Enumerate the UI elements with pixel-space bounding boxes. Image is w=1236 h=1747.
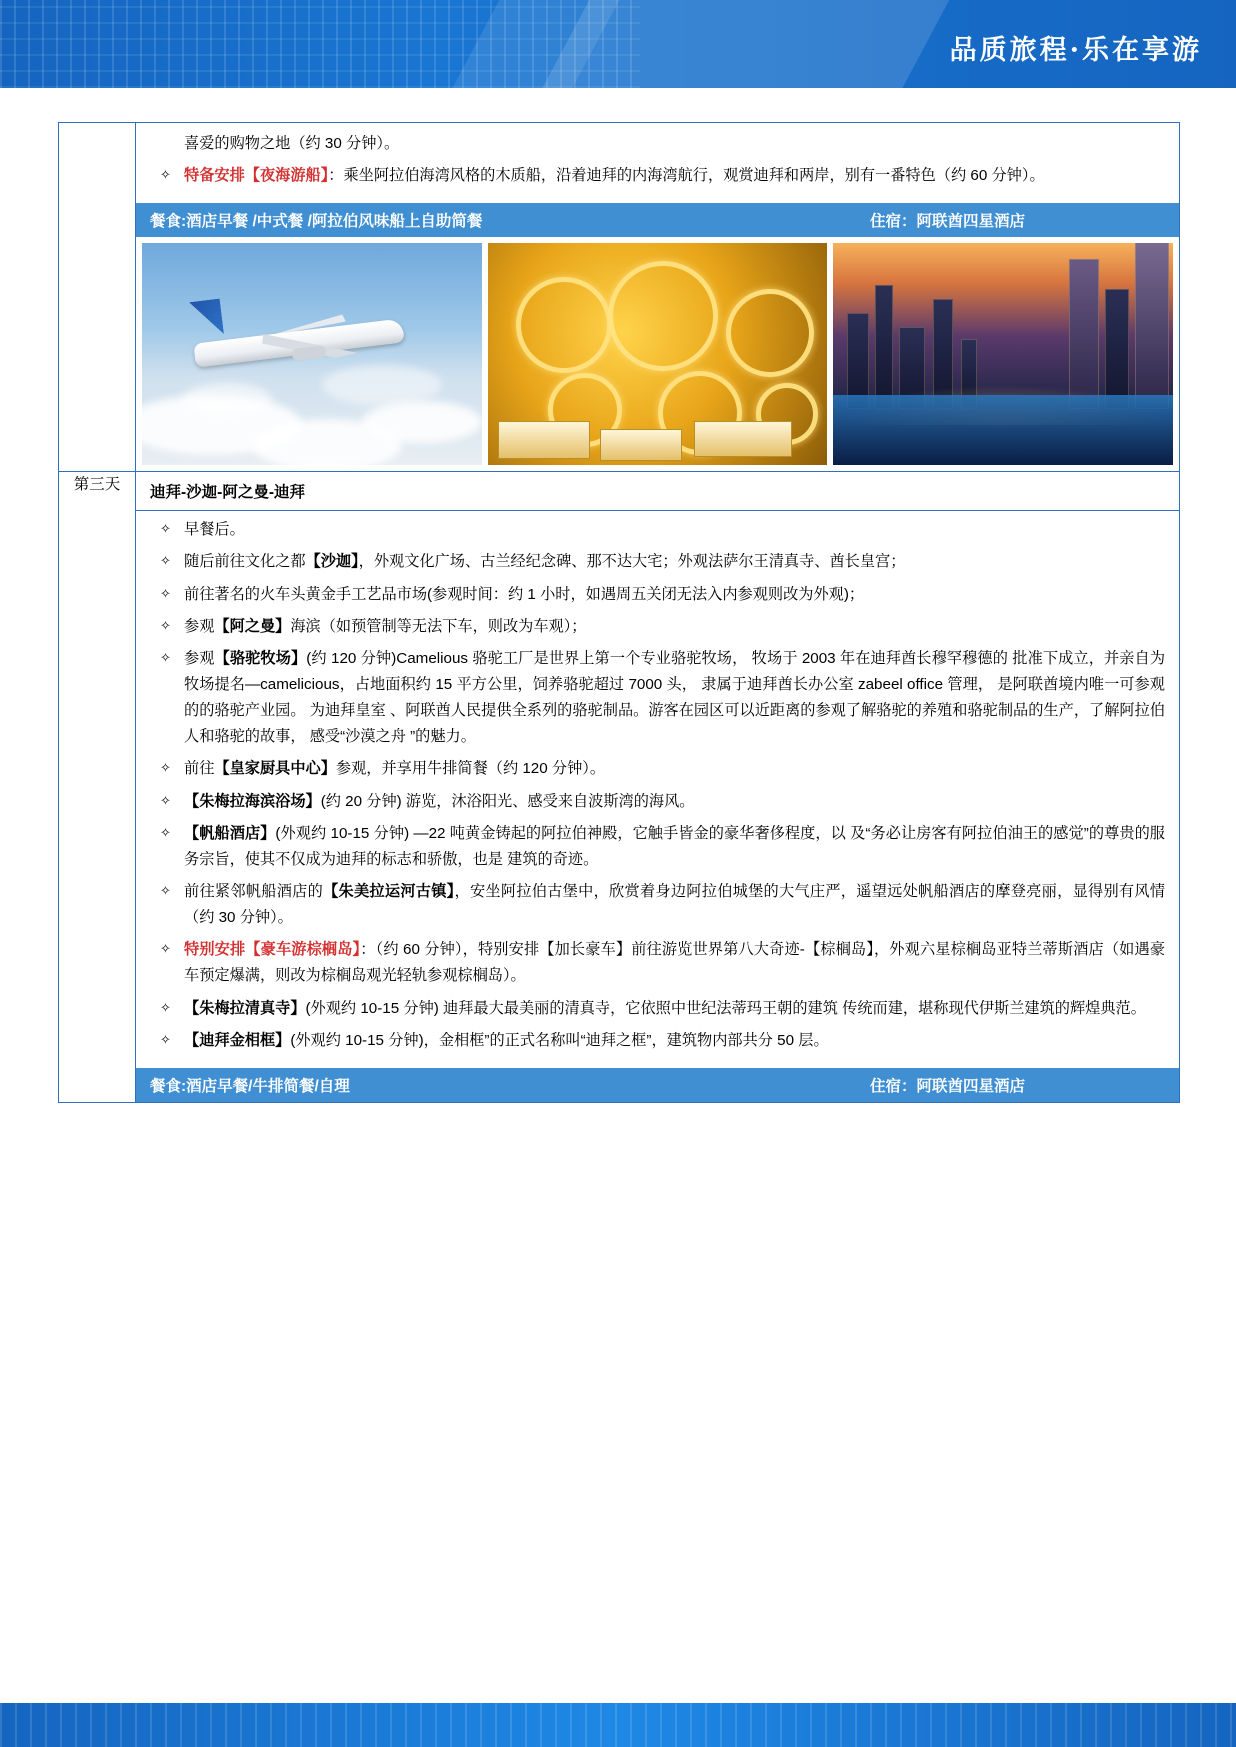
item-prefix: 随后前往文化之都 [184, 553, 306, 571]
route-title-day3: 迪拜-沙迦-阿之曼-迪拜 [150, 484, 305, 502]
item-highlight: 【朱美拉运河古镇】 [323, 882, 455, 900]
item-suffix: ，外观文化广场、古兰经纪念碑、那不达大宅；外观法萨尔王清真寺、酋长皇宫； [358, 553, 906, 571]
item-highlight: 【皇家厨具中心】 [214, 760, 336, 778]
day2-tail-content-cell [136, 123, 1180, 472]
item-suffix: (外观约 10-15 分钟)，金相框”的正式名称叫“迪拜之框”，建筑物内部共分 50 层。 [290, 1031, 829, 1049]
diamond-bullet-icon: ✧ [160, 521, 171, 537]
list-item [150, 879, 1165, 931]
list-item [150, 789, 1165, 815]
header-title: 品质旅程·乐在享游 [949, 35, 1202, 66]
item-suffix: 海滨（如预管制等无法下车，则改为车观）； [290, 617, 587, 635]
list-item [150, 821, 1165, 873]
table-row-day2-tail [59, 123, 1180, 472]
table-row-day3 [59, 472, 1180, 1103]
list-item [150, 996, 1165, 1022]
footer-pattern-decoration [0, 1703, 1236, 1747]
meal-hotel-bar-day2 [136, 203, 1179, 237]
day3-item-list [136, 511, 1179, 1068]
item-highlight: 【骆驼牧场】 [214, 649, 307, 667]
day-label: 第三天 [73, 476, 121, 494]
item-suffix: (约 120 分钟)Camelious 骆驼工厂是世界上第一个专业骆驼牧场， 牧场于 2003 年在迪拜酋长穆罕穆德的 批准下成立，并亲自为牧场提名—camelicious，占地面积约 15 平方公里，饲养骆驼超过 7000 头， 隶属于迪拜酋长办公室 zabeel office 管理， 是阿联酋境内唯一可参观的的骆驼产业园。 为迪拜皇室 、阿联酋人民提供全系列的骆驼制品。游客在园区可以近距离的参观了解骆驼的养殖和骆驼制品的生产，了解阿拉伯人和骆驼的故事， 感受“沙漠之舟 ”的魅力。 [184, 649, 1166, 746]
hotel-text: 住宿：阿联酋四星酒店 [869, 1077, 1025, 1095]
list-item [150, 582, 1165, 608]
day3-content-cell [136, 472, 1180, 1103]
diamond-bullet-icon: ✧ [160, 1031, 171, 1047]
gold-souk-photo [488, 243, 828, 465]
list-item [150, 756, 1165, 782]
day-label-cell-empty [59, 123, 136, 472]
airplane-photo [142, 243, 482, 465]
diamond-bullet-icon: ✧ [160, 585, 171, 601]
diamond-bullet-icon: ✧ [160, 649, 171, 665]
item-highlight: 【迪拜金相框】 [184, 1031, 291, 1049]
list-item [150, 517, 1165, 543]
item-text: 早餐后。 [184, 521, 245, 539]
page-header [0, 0, 1236, 88]
list-item [150, 549, 1165, 575]
list-item [150, 163, 1165, 189]
item-suffix: 参观，并享用牛排简餐（约 120 分钟）。 [335, 760, 606, 778]
special-arrangement-text: ：（约 60 分钟），特别安排【加长豪车】前往游览世界第八大奇迹-【棕榈岛】，外观六星棕榈岛亚特兰蒂斯酒店（如遇豪车预定爆满，则改为棕榈岛观光轻轨参观棕榈岛）。 [184, 941, 1166, 985]
list-item [150, 614, 1165, 640]
diamond-bullet-icon: ✧ [160, 882, 171, 898]
item-suffix: (外观约 10-15 分钟) —22 吨黄金铸起的阿拉伯神殿，它触手皆金的豪华奢侈程度，以 及“务必让房客有阿拉伯油王的感觉”的尊贵的服务宗旨，使其不仅成为迪拜的标志和骄傲，也是 建筑的奇迹。 [184, 824, 1165, 868]
list-item-special-arrangement [150, 937, 1165, 989]
diamond-bullet-icon: ✧ [160, 553, 171, 569]
special-arrangement-label: 特备安排【夜海游船】 [184, 167, 329, 185]
item-prefix: 参观 [184, 649, 215, 667]
list-item [150, 1028, 1165, 1054]
diamond-bullet-icon: ✧ [160, 792, 171, 808]
item-prefix: 参观 [184, 617, 215, 635]
special-arrangement-text: ：乘坐阿拉伯海湾风格的木质船，沿着迪拜的内海湾航行，观赏迪拜和两岸，别有一番特色（约 60 分钟）。 [328, 167, 1045, 185]
diamond-bullet-icon: ✧ [160, 617, 171, 633]
special-arrangement-label: 特别安排【豪车游棕榈岛】 [184, 941, 361, 959]
meal-text: 餐食:酒店早餐 /中式餐 /阿拉伯风味船上自助简餐 [150, 213, 483, 231]
item-suffix: ，安坐阿拉伯古堡中，欣赏着身边阿拉伯城堡的大气庄严，遥望远处帆船酒店的摩登亮丽，显得别有风情（约 30 分钟）。 [184, 882, 1166, 927]
item-prefix: 前往紧邻帆船酒店的 [184, 882, 324, 900]
meal-hotel-bar-day3 [136, 1068, 1179, 1102]
diamond-bullet-icon: ✧ [160, 167, 171, 183]
page-footer [0, 1703, 1236, 1747]
item-prefix: 前往 [184, 760, 215, 778]
item-text: 前往著名的火车头黄金手工艺品市场(参观时间：约 1 小时，如遇周五关闭无法入内参观则改为外观)； [184, 585, 865, 603]
list-item [150, 646, 1165, 751]
day2-tail-item-list [136, 157, 1179, 203]
meal-text: 餐食:酒店早餐/牛排简餐/自理 [150, 1077, 350, 1095]
diamond-bullet-icon: ✧ [160, 941, 171, 957]
day2-continuation-text: 喜爱的购物之地（约 30 分钟）。 [184, 135, 400, 152]
item-highlight: 【帆船酒店】 [184, 824, 276, 842]
item-highlight: 【朱梅拉海滨浴场】 [184, 792, 321, 810]
dubai-marina-photo [833, 243, 1173, 465]
day-label-cell-day3 [59, 472, 136, 1103]
diamond-bullet-icon: ✧ [160, 760, 171, 776]
hotel-text: 住宿：阿联酋四星酒店 [869, 213, 1025, 231]
item-suffix: (约 20 分钟) 游览，沐浴阳光、感受来自波斯湾的海风。 [320, 792, 695, 810]
item-highlight: 【朱梅拉清真寺】 [184, 999, 306, 1017]
item-suffix: (外观约 10-15 分钟) 迪拜最大最美丽的清真寺，它依照中世纪法蒂玛王朝的建筑 传统而建，堪称现代伊斯兰建筑的辉煌典范。 [305, 999, 1146, 1017]
diamond-bullet-icon: ✧ [160, 999, 171, 1015]
item-highlight: 【阿之曼】 [214, 617, 291, 635]
diamond-bullet-icon: ✧ [160, 824, 171, 840]
item-highlight: 【沙迦】 [305, 553, 359, 571]
photo-row-day2 [136, 237, 1179, 471]
itinerary-table [58, 122, 1180, 1103]
